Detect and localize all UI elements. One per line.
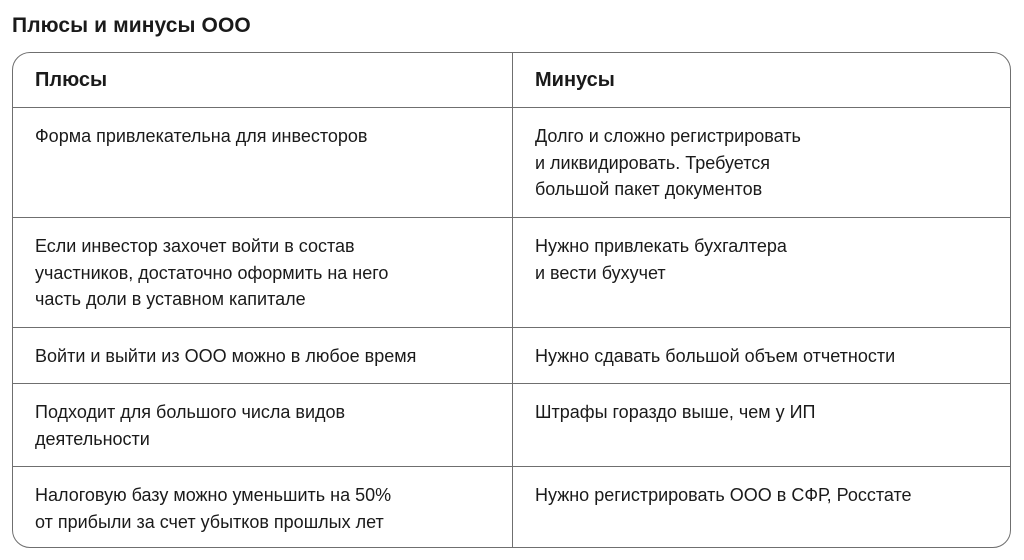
cell-line: Долго и сложно регистрировать	[535, 126, 801, 146]
table-header-row	[13, 53, 1010, 108]
pros-cell	[13, 218, 513, 327]
header-pros: Плюсы	[13, 53, 513, 107]
cons-cell	[513, 218, 1010, 327]
cell-line: деятельности	[35, 428, 150, 449]
cons-cell	[513, 467, 1010, 547]
pros-cell	[13, 467, 513, 547]
cell-line: Войти и выйти из ООО можно в любое время	[35, 346, 417, 366]
cell-line: от прибыли за счет убытков прошлых лет	[35, 511, 384, 532]
header-cons: Минусы	[535, 69, 615, 91]
cell-line: участников, достаточно оформить на него	[35, 262, 389, 283]
cell-line: Нужно привлекать бухгалтера	[535, 236, 787, 256]
cons-cell	[513, 384, 1010, 466]
cell-line: Штрафы гораздо выше, чем у ИП	[535, 402, 816, 422]
table-row	[13, 108, 1010, 218]
cell-line: и ликвидировать. Требуется	[535, 152, 771, 173]
cell-line: и вести бухучет	[535, 262, 666, 283]
pros-cell	[13, 328, 513, 383]
cons-cell	[513, 108, 1010, 217]
pros-cons-table	[12, 52, 1011, 548]
cell-line: Нужно сдавать большой объем отчетности	[535, 346, 896, 366]
table-row	[13, 218, 1010, 328]
cell-line: Если инвестор захочет войти в состав	[35, 236, 355, 256]
cons-cell	[513, 328, 1010, 383]
cell-line: часть доли в уставном капитале	[35, 289, 306, 309]
cell-line: Нужно регистрировать ООО в СФР, Росстате	[535, 485, 912, 505]
table-row	[13, 328, 1010, 384]
cell-line: большой пакет документов	[535, 179, 763, 199]
pros-cell	[13, 384, 513, 466]
pros-cell	[13, 108, 513, 217]
cell-line: Налоговую базу можно уменьшить на 50%	[35, 485, 392, 505]
table-row	[13, 384, 1010, 467]
table-row	[13, 467, 1010, 547]
cell-line: Подходит для большого числа видов	[35, 402, 346, 422]
page-title: Плюсы и минусы ООО	[12, 14, 251, 37]
cell-line: Форма привлекательна для инвесторов	[35, 126, 368, 146]
